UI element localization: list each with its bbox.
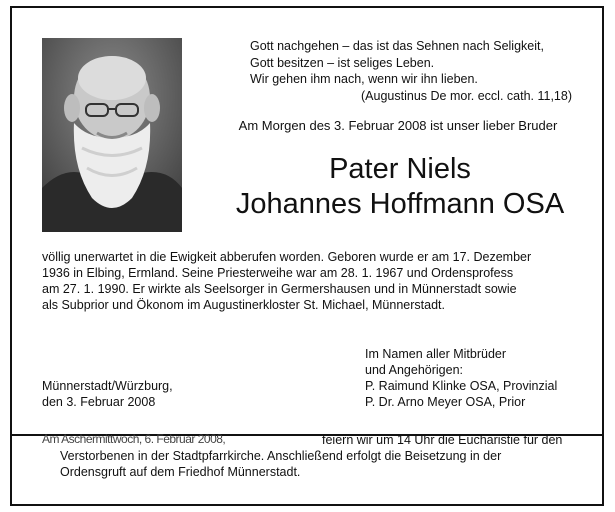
body-line: als Subprior und Ökonom im Augustinerkloster St. Michael, Münnerstadt. — [42, 298, 445, 312]
footer-line: Ordensgruft auf dem Friedhof Münnerstadt. — [60, 465, 301, 479]
signatories — [365, 346, 557, 410]
portrait-image — [42, 38, 182, 232]
intro-text: Am Morgen des 3. Februar 2008 ist unser lieber Bruder — [238, 118, 558, 133]
signatory-line: P. Dr. Arno Meyer OSA, Prior — [365, 395, 526, 409]
footer-line: feiern wir um 14 Uhr die Eucharistie für den — [322, 433, 563, 447]
funeral-info — [60, 432, 590, 480]
name-line-2: Johannes Hoffmann OSA — [235, 188, 565, 220]
garbled-text: Am Aschermittwoch, 6. Februar 2008, — [42, 432, 226, 446]
verse-line: Wir gehen ihm nach, wenn wir ihn lieben. — [250, 72, 478, 86]
signatory-line: Im Namen aller Mitbrüder — [365, 347, 507, 361]
portrait-photo — [42, 38, 182, 232]
name-line-1: Pater Niels — [329, 153, 471, 185]
verse-block — [250, 38, 580, 104]
date: den 3. Februar 2008 — [42, 395, 156, 409]
verse-line: Gott nachgehen – das ist das Sehnen nach Seligkeit, — [250, 39, 544, 53]
verse-line: Gott besitzen – ist seliges Leben. — [250, 55, 435, 70]
place: Münnerstadt/Würzburg, — [42, 379, 173, 393]
verse-source: (Augustinus De mor. eccl. cath. 11,18) — [361, 88, 572, 103]
place-date — [42, 378, 173, 410]
body-line: 1936 in Elbing, Ermland. Seine Priesterweihe war am 28. 1. 1967 und Ordensprofess — [42, 266, 514, 280]
deceased-name — [200, 152, 600, 222]
signatory-line: und Angehörigen: — [365, 363, 464, 377]
body-line: völlig unerwartet in die Ewigkeit abberufen worden. Geboren wurde er am 17. Dezember — [42, 250, 532, 264]
footer-line: Verstorbenen in der Stadtpfarrkirche. Anschließend erfolgt die Beisetzung in der — [60, 449, 502, 463]
body-line: am 27. 1. 1990. Er wirkte als Seelsorger in Germershausen und in Münnerstadt sowie — [42, 282, 517, 296]
biography-text — [42, 249, 576, 313]
signatory-line: P. Raimund Klinke OSA, Provinzial — [365, 379, 558, 393]
